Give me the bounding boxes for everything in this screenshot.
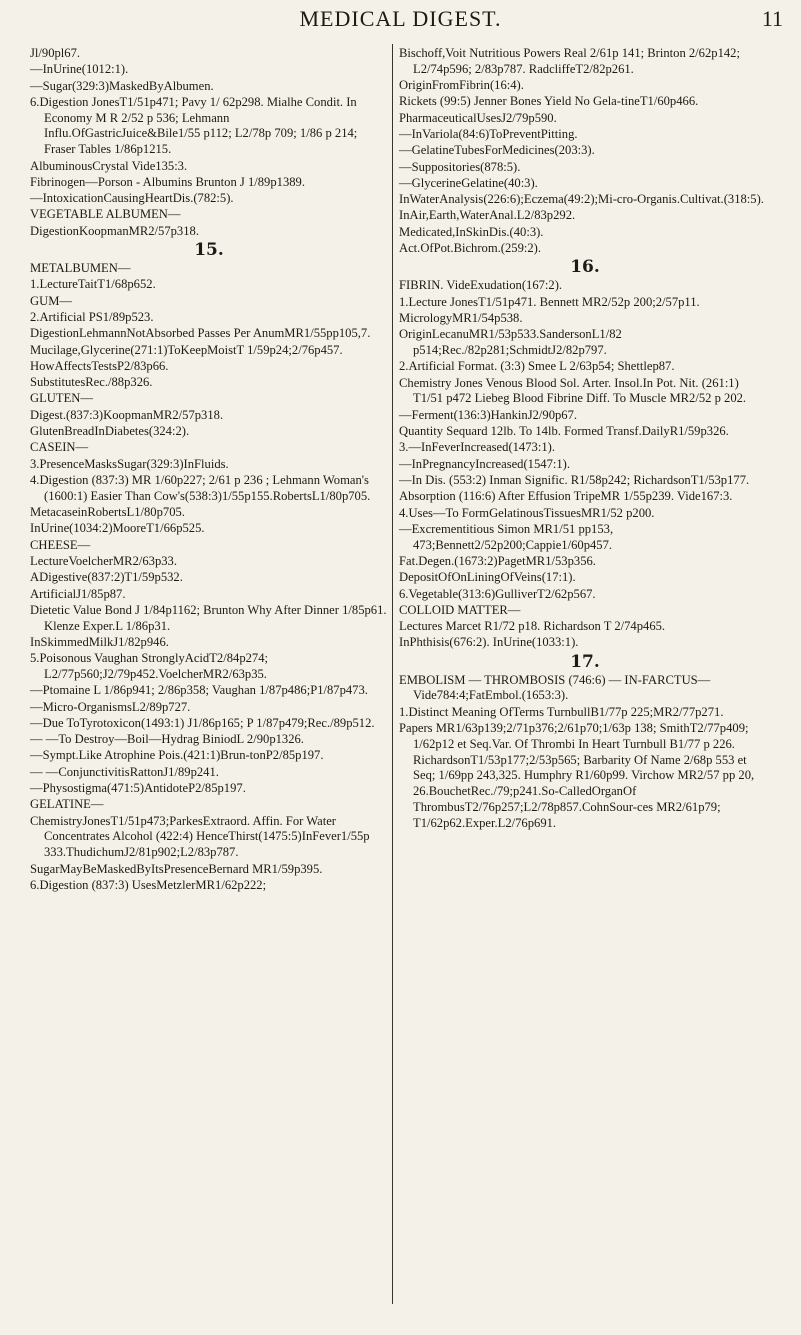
index-entry: 2.Artificial PS1/89p523. bbox=[30, 309, 154, 324]
index-entry: SubstitutesRec./88p326. bbox=[30, 375, 153, 390]
index-entry: Bischoff,Voit Nutritious Powers Real 2/61p 141; Brinton 2/62p142; L2/74p596; 2/83p787. RadcliffeT2/82p261. bbox=[399, 46, 740, 76]
index-entry: InAir,Earth,WaterAnal.L2/83p292. bbox=[399, 208, 576, 223]
index-entry: CASEIN— bbox=[30, 440, 89, 455]
index-entry: 5.Poisonous Vaughan StronglyAcidT2/84p274; L2/77p560;J2/79p452.VoelcherMR2/63p35. bbox=[30, 651, 269, 681]
index-entry: — —ConjunctivitisRattonJ1/89p241. bbox=[30, 764, 219, 779]
index-entry: Lectures Marcet R1/72 p18. Richardson T 2/74p465. bbox=[399, 619, 666, 634]
index-entry: FIBRIN. VideExudation(167:2). bbox=[399, 278, 563, 293]
index-entry: ADigestive(837:2)T1/59p532. bbox=[30, 570, 183, 585]
index-entry: PharmaceuticalUsesJ2/79p590. bbox=[399, 110, 557, 125]
index-entry: METALBUMEN— bbox=[30, 261, 131, 276]
index-entry: —GlycerineGelatine(40:3). bbox=[399, 175, 538, 190]
index-entry: Absorption (116:6) After Effusion TripeMR 1/55p239. Vide167:3. bbox=[399, 489, 733, 504]
index-entry: LectureVoelcherMR2/63p33. bbox=[30, 553, 178, 568]
index-entry: VEGETABLE ALBUMEN— bbox=[30, 207, 181, 222]
section-number: 17. bbox=[570, 651, 600, 672]
index-entry: —GelatineTubesForMedicines(203:3). bbox=[399, 143, 595, 158]
index-entry: —InUrine(1012:1). bbox=[30, 62, 129, 77]
index-entry: InWaterAnalysis(226:6);Eczema(49:2);Mi-cro-Organis.Cultivat.(318:5). bbox=[399, 192, 764, 207]
index-entry: InSkimmedMilkJ1/82p946. bbox=[30, 634, 169, 649]
index-entry: —Sympt.Like Atrophine Pois.(421:1)Brun-tonP2/85p197. bbox=[30, 748, 324, 763]
index-entry: OriginLecanuMR1/53p533.SandersonL1/82 p514;Rec./82p281;SchmidtJ2/82p797. bbox=[399, 327, 622, 358]
page-header bbox=[0, 0, 801, 40]
page-number: 11 bbox=[761, 6, 783, 31]
index-entry: Chemistry Jones Venous Blood Sol. Arter. Insol.In Pot. Nit. (261:1) T1/51 p472 Liebeg Blood Fibrine Diff. To Muscle MR2/52 p 202. bbox=[399, 375, 747, 406]
section-number: 16. bbox=[570, 257, 600, 278]
index-entry: Fat.Degen.(1673:2)PagetMR1/53p356. bbox=[399, 553, 596, 568]
left-column bbox=[30, 46, 388, 894]
index-entry: 1.Distinct Meaning OfTerms TurnbullB1/77p 225;MR2/77p271. bbox=[399, 704, 724, 719]
index-entry: DigestionLehmannNotAbsorbed Passes Per AnumMR1/55pp105,7. bbox=[30, 326, 371, 341]
index-entry: COLLOID MATTER— bbox=[399, 602, 521, 617]
index-entry: ArtificialJ1/85p87. bbox=[30, 586, 126, 601]
index-entry: AlbuminousCrystal Vide135:3. bbox=[30, 158, 188, 173]
right-column bbox=[399, 46, 771, 832]
index-entry: InUrine(1034:2)MooreT1/66p525. bbox=[30, 521, 205, 536]
index-entry: — —To Destroy—Boil—Hydrag BiniodL 2/90p1326. bbox=[30, 732, 304, 747]
column-divider bbox=[392, 44, 393, 1304]
index-entry: 1.Lecture JonesT1/51p471. Bennett MR2/52p 200;2/57p11. bbox=[399, 294, 700, 309]
index-entry: InPhthisis(676:2). InUrine(1033:1). bbox=[399, 635, 579, 650]
index-entry: —Excrementitious Simon MR1/51 pp153, 473;Bennett2/52p200;Cappie1/60p457. bbox=[399, 521, 614, 552]
index-entry: Quantity Sequard 12lb. To 14lb. Formed Transf.DailyR1/59p326. bbox=[399, 424, 729, 439]
index-entry: GlutenBreadInDiabetes(324:2). bbox=[30, 424, 190, 439]
index-entry: Act.OfPot.Bichrom.(259:2). bbox=[399, 241, 542, 256]
index-entry: —InPregnancyIncreased(1547:1). bbox=[399, 456, 570, 471]
index-entry: EMBOLISM — THROMBOSIS (746:6) — IN-FARCTUS—Vide784:4;FatEmbol.(1653:3). bbox=[399, 672, 711, 703]
index-entry: 1.LectureTaitT1/68p652. bbox=[30, 277, 156, 292]
index-entry: Rickets (99:5) Jenner Bones Yield No Gela-tineT1/60p466. bbox=[399, 94, 699, 109]
running-head: MEDICAL DIGEST. bbox=[299, 6, 502, 31]
index-entry: GELATINE— bbox=[30, 797, 104, 812]
index-entry: MetacaseinRobertsL1/80p705. bbox=[30, 505, 185, 520]
index-entry: —Ferment(136:3)HankinJ2/90p67. bbox=[399, 407, 578, 422]
index-entry: —IntoxicationCausingHeartDis.(782:5). bbox=[30, 191, 234, 206]
index-entry: 6.Digestion JonesT1/51p471; Pavy 1/ 62p298. Mialhe Condit. In Economy M R 2/52 p 536; Lehmann Influ.OfGastricJuice&Bile1/55 p112; L2/78p 709; 1/86 p 214; Fraser Tables 1/86p1215. bbox=[30, 94, 358, 157]
index-entry: HowAffectsTestsP2/83p66. bbox=[30, 358, 169, 373]
index-entry: OriginFromFibrin(16:4). bbox=[399, 78, 524, 93]
index-entry: —In Dis. (553:2) Inman Signific. R1/58p242; RichardsonT1/53p177. bbox=[399, 472, 750, 487]
index-entry: —Sugar(329:3)MaskedByAlbumen. bbox=[30, 78, 214, 93]
index-entry: 4.Digestion (837:3) MR 1/60p227; 2/61 p 236 ; Lehmann Woman's (1600:1) Easier Than Cow's(538:3)1/55p155.RobertsL1/80p705. bbox=[30, 472, 371, 503]
index-entry: Medicated,InSkinDis.(40:3). bbox=[399, 224, 544, 239]
index-entry: —Due ToTyrotoxicon(1493:1) J1/86p165; P 1/87p479;Rec./89p512. bbox=[30, 715, 375, 730]
index-entry: ChemistryJonesT1/51p473;ParkesExtraord. Affin. For Water Concentrates Alcohol (422:4) HenceThirst(1475:5)InFever1/55p 333.ThudichumJ2/81p902;L2/83p787. bbox=[30, 813, 370, 860]
section-number: 15. bbox=[194, 240, 224, 261]
index-entry: DigestionKoopmanMR2/57p318. bbox=[30, 223, 199, 238]
index-entry: —Suppositories(878:5). bbox=[399, 159, 521, 174]
index-entry: 6.Vegetable(313:6)GulliverT2/62p567. bbox=[399, 586, 596, 601]
index-entry: Jl/90pl67. bbox=[30, 46, 81, 60]
index-entry: GUM— bbox=[30, 293, 72, 308]
index-entry: DepositOfOnLiningOfVeins(17:1). bbox=[399, 570, 576, 585]
index-entry: 6.Digestion (837:3) UsesMetzlerMR1/62p222; bbox=[30, 877, 267, 892]
index-entry: CHEESE— bbox=[30, 537, 91, 552]
index-entry: 4.Uses—To FormGelatinousTissuesMR1/52 p200. bbox=[399, 505, 655, 520]
index-entry: —Physostigma(471:5)AntidoteP2/85p197. bbox=[30, 781, 246, 796]
index-entry: Fibrinogen—Porson - Albumins Brunton J 1/89p1389. bbox=[30, 174, 305, 189]
index-entry: 2.Artificial Format. (3:3) Smee L 2/63p54; Shettlep87. bbox=[399, 359, 675, 374]
index-entry: Digest.(837:3)KoopmanMR2/57p318. bbox=[30, 407, 224, 422]
index-entry: —Micro-OrganismsL2/89p727. bbox=[30, 699, 191, 714]
index-entry: SugarMayBeMaskedByItsPresenceBernard MR1/59p395. bbox=[30, 861, 323, 876]
index-entry: —InVariola(84:6)ToPreventPitting. bbox=[399, 126, 578, 141]
index-entry: GLUTEN— bbox=[30, 391, 93, 406]
index-entry: Dietetic Value Bond J 1/84p1162; Brunton Why After Dinner 1/85p61. Klenze Exper.L 1/86p31. bbox=[30, 602, 387, 633]
index-entry: —Ptomaine L 1/86p941; 2/86p358; Vaughan 1/87p486;P1/87p473. bbox=[30, 683, 368, 698]
index-entry: Papers MR1/63p139;2/71p376;2/61p70;1/63p 138; SmithT2/77p409; 1/62p12 et Seq.Var. Of Thrombi In Heart Turnbull B1/77 p 226. RichardsonT1/53p177;2/53p565; Barbarity Of Name 2/68p 553 et Seq; 1/69pp 243,325. Humphry R1/60p99. Virchow MR2/57 pp 20, 26.BouchetRec./79;p241.So-CalledOrganOf ThrombusT2/76p257;L2/78p857.CohnSour-ces MR2/61p79; T1/62p62.Exper.L2/76p691. bbox=[399, 721, 755, 830]
index-entry: MicrologyMR1/54p538. bbox=[399, 310, 523, 325]
index-entry: 3.—InFeverIncreased(1473:1). bbox=[399, 440, 555, 455]
index-entry: Mucilage,Glycerine(271:1)ToKeepMoistT 1/59p24;2/76p457. bbox=[30, 342, 343, 357]
index-entry: 3.PresenceMasksSugar(329:3)InFluids. bbox=[30, 456, 229, 471]
